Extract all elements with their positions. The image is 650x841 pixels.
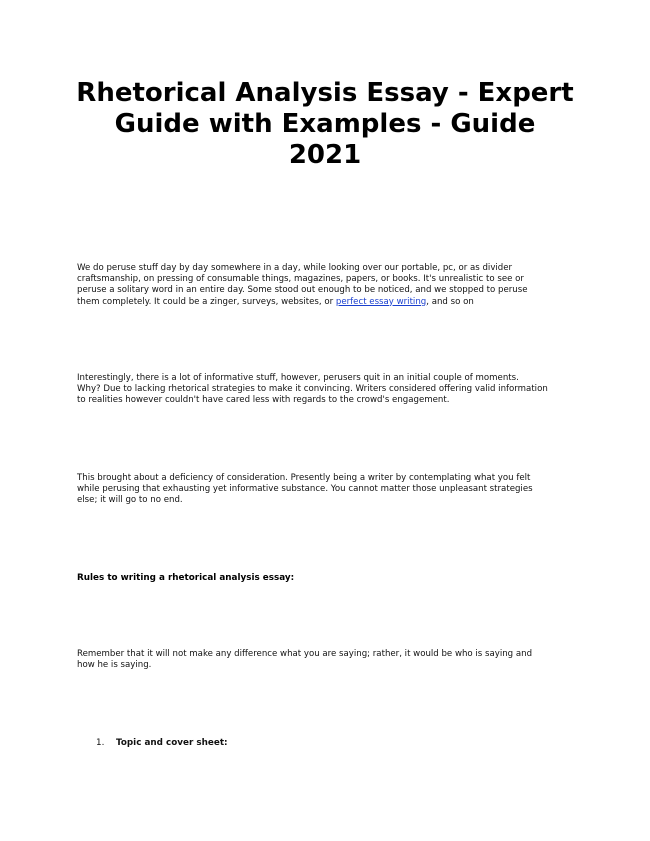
paragraph-intro (77, 263, 577, 308)
title-line-2: Guide with Examples - Guide (114, 109, 536, 139)
paragraph-line: how he is saying. (77, 660, 152, 671)
list-number: 1. (96, 738, 105, 748)
list-label: Topic and cover sheet: (116, 738, 228, 748)
paragraph-line: peruse a solitary word in an entire day. Some stood out enough to be noticed, and we stopped to peruse (77, 285, 528, 296)
paragraph-deficiency (77, 473, 577, 507)
title-line-1: Rhetorical Analysis Essay - Expert (76, 78, 574, 108)
paragraph-text: them completely. It could be a zinger, surveys, websites, or (77, 296, 336, 307)
title-line-3: 2021 (288, 140, 362, 170)
paragraph-informative (77, 373, 577, 407)
perfect-essay-writing-link[interactable]: perfect essay writing (335, 296, 427, 307)
paragraph-line-with-link (77, 297, 577, 308)
paragraph-line: Remember that it will not make any difference what you are saying; rather, it would be who is saying and (77, 649, 533, 659)
section-heading: Rules to writing a rhetorical analysis essay: (77, 573, 295, 583)
paragraph-line: Why? Due to lacking rhetorical strategies to make it convincing. Writers considered offering valid information (77, 384, 548, 395)
paragraph-line: to realities however couldn't have cared less with regards to the crowd's engagement. (77, 395, 450, 406)
paragraph-line: else; it will go to no end. (77, 495, 183, 506)
document-title (0, 78, 650, 171)
paragraph-line: while perusing that exhausting yet informative substance. You cannot matter those unpleasant strategies (77, 484, 533, 495)
paragraph-line: We do peruse stuff day by day somewhere in a day, while looking over our portable, pc, or as divider (77, 263, 513, 273)
paragraph-line: Interestingly, there is a lot of informative stuff, however, perusers quit in an initial couple of moments. (77, 373, 519, 383)
paragraph-remember (77, 649, 577, 671)
paragraph-line: craftsmanship, on pressing of consumable things, magazines, papers, or books. It's unrealistic to see or (77, 274, 524, 285)
paragraph-line: This brought about a deficiency of consideration. Presently being a writer by contemplating what you felt (77, 473, 531, 483)
list-item (96, 738, 228, 749)
paragraph-text: , and so on (426, 296, 474, 307)
